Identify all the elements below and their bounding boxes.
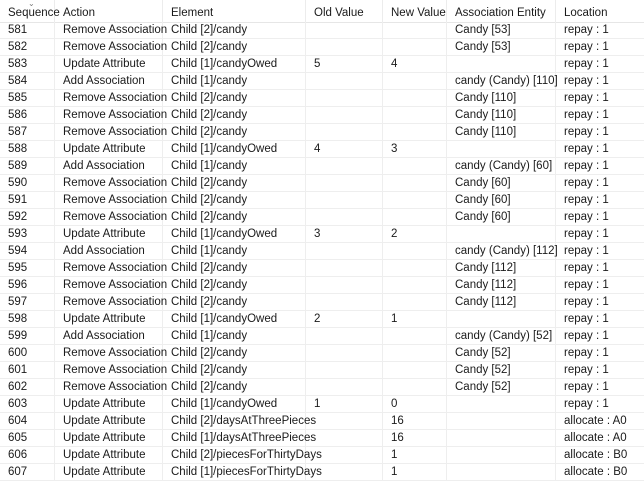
table-row[interactable] — [0, 39, 644, 56]
location-cell: repay : 1 — [564, 312, 609, 325]
column-header-action[interactable] — [55, 0, 163, 22]
association-entity-cell — [447, 430, 556, 447]
location-cell: repay : 1 — [564, 23, 609, 36]
element-cell: Child [1]/candyOwed — [163, 311, 306, 328]
new-value-cell — [383, 90, 447, 107]
location-cell: repay : 1 — [564, 193, 609, 206]
location-cell: repay : 1 — [564, 380, 609, 393]
element-cell: Child [2]/candy — [163, 260, 306, 277]
sequence-cell: 582 — [0, 39, 55, 56]
element-cell: Child [2]/candy — [163, 192, 306, 209]
action-cell: Add Association — [55, 328, 163, 345]
association-entity-cell: candy (Candy) [110] — [447, 73, 556, 90]
action-cell: Update Attribute — [55, 226, 163, 243]
location-cell: repay : 1 — [564, 329, 609, 342]
old-value-cell: 4 — [306, 141, 383, 158]
new-value-cell — [383, 328, 447, 345]
association-entity-cell: Candy [112] — [447, 294, 556, 311]
element-cell: Child [1]/piecesForThirtyDays — [163, 464, 306, 481]
sequence-cell: 595 — [0, 260, 55, 277]
new-value-cell: 0 — [383, 396, 447, 413]
old-value-cell — [306, 22, 383, 39]
association-entity-cell: Candy [110] — [447, 90, 556, 107]
action-cell: Update Attribute — [55, 56, 163, 73]
location-cell: repay : 1 — [564, 278, 609, 291]
action-cell: Remove Association — [55, 379, 163, 396]
sequence-cell: 585 — [0, 90, 55, 107]
location-cell: repay : 1 — [564, 74, 609, 87]
association-entity-cell: Candy [112] — [447, 260, 556, 277]
table-header — [0, 0, 644, 23]
old-value-cell — [306, 413, 383, 430]
new-value-cell — [383, 107, 447, 124]
location-cell: repay : 1 — [564, 261, 609, 274]
table-row[interactable] — [0, 90, 644, 107]
association-entity-cell: candy (Candy) [52] — [447, 328, 556, 345]
action-cell: Add Association — [55, 73, 163, 90]
location-cell: allocate : A0 — [564, 414, 627, 427]
new-value-cell — [383, 192, 447, 209]
new-value-cell — [383, 362, 447, 379]
action-cell: Update Attribute — [55, 464, 163, 481]
sequence-cell: 594 — [0, 243, 55, 260]
action-cell: Remove Association — [55, 260, 163, 277]
element-cell: Child [2]/candy — [163, 107, 306, 124]
old-value-cell — [306, 260, 383, 277]
sequence-cell: 600 — [0, 345, 55, 362]
table-row[interactable] — [0, 22, 644, 39]
new-value-cell — [383, 124, 447, 141]
location-cell: repay : 1 — [564, 227, 609, 240]
location-cell: repay : 1 — [564, 176, 609, 189]
table-row[interactable] — [0, 447, 644, 464]
table-row[interactable] — [0, 362, 644, 379]
sequence-cell: 597 — [0, 294, 55, 311]
sequence-cell: 602 — [0, 379, 55, 396]
table-row[interactable] — [0, 209, 644, 226]
column-header-new-value[interactable] — [383, 0, 447, 22]
column-header-sequence[interactable] — [0, 0, 60, 22]
action-cell: Remove Association — [55, 209, 163, 226]
old-value-cell — [306, 90, 383, 107]
sequence-cell: 592 — [0, 209, 55, 226]
old-value-cell — [306, 277, 383, 294]
element-cell: Child [2]/daysAtThreePieces — [163, 413, 306, 430]
sequence-cell: 604 — [0, 413, 55, 430]
sequence-cell: 601 — [0, 362, 55, 379]
location-cell: repay : 1 — [564, 125, 609, 138]
old-value-cell — [306, 345, 383, 362]
sequence-cell: 599 — [0, 328, 55, 345]
table-row[interactable] — [0, 124, 644, 141]
location-cell: repay : 1 — [564, 159, 609, 172]
element-cell: Child [1]/candy — [163, 243, 306, 260]
association-entity-cell: Candy [60] — [447, 209, 556, 226]
association-entity-cell — [447, 396, 556, 413]
association-entity-cell: Candy [110] — [447, 107, 556, 124]
association-entity-cell — [447, 311, 556, 328]
element-cell: Child [2]/candy — [163, 277, 306, 294]
old-value-cell — [306, 294, 383, 311]
sequence-cell: 607 — [0, 464, 55, 481]
association-entity-cell: Candy [110] — [447, 124, 556, 141]
new-value-cell: 1 — [383, 447, 447, 464]
new-value-cell: 1 — [383, 464, 447, 481]
column-header-label: Location — [564, 7, 608, 19]
old-value-cell — [306, 243, 383, 260]
action-cell: Remove Association — [55, 277, 163, 294]
table-row[interactable] — [0, 158, 644, 175]
association-entity-cell: Candy [53] — [447, 39, 556, 56]
new-value-cell: 2 — [383, 226, 447, 243]
location-cell: allocate : B0 — [564, 448, 628, 461]
location-cell: allocate : A0 — [564, 431, 627, 444]
table-row[interactable] — [0, 328, 644, 345]
action-cell: Update Attribute — [55, 311, 163, 328]
element-cell: Child [2]/piecesForThirtyDays — [163, 447, 306, 464]
sequence-cell: 586 — [0, 107, 55, 124]
new-value-cell: 1 — [383, 311, 447, 328]
old-value-cell — [306, 158, 383, 175]
table-row[interactable] — [0, 345, 644, 362]
table-row[interactable] — [0, 379, 644, 396]
table-row[interactable] — [0, 73, 644, 90]
action-cell: Update Attribute — [55, 396, 163, 413]
association-entity-cell — [447, 56, 556, 73]
table-row[interactable] — [0, 107, 644, 124]
location-cell: repay : 1 — [564, 91, 609, 104]
table-row[interactable] — [0, 141, 644, 158]
new-value-cell — [383, 22, 447, 39]
old-value-cell — [306, 107, 383, 124]
sequence-cell: 587 — [0, 124, 55, 141]
action-cell: Update Attribute — [55, 413, 163, 430]
association-entity-cell: Candy [52] — [447, 362, 556, 379]
table-row[interactable] — [0, 175, 644, 192]
association-entity-cell: candy (Candy) [60] — [447, 158, 556, 175]
sequence-cell: 593 — [0, 226, 55, 243]
association-entity-cell: Candy [60] — [447, 175, 556, 192]
element-cell: Child [1]/candy — [163, 328, 306, 345]
new-value-cell — [383, 158, 447, 175]
sequence-cell: 596 — [0, 277, 55, 294]
action-cell: Add Association — [55, 243, 163, 260]
table-row[interactable] — [0, 311, 644, 328]
column-header-location[interactable] — [556, 0, 644, 22]
table-row[interactable] — [0, 294, 644, 311]
sequence-cell: 589 — [0, 158, 55, 175]
new-value-cell: 4 — [383, 56, 447, 73]
old-value-cell — [306, 209, 383, 226]
action-cell: Remove Association — [55, 175, 163, 192]
element-cell: Child [1]/candyOwed — [163, 226, 306, 243]
location-cell: repay : 1 — [564, 40, 609, 53]
column-header-label: New Value — [391, 7, 446, 19]
column-header-association-entity[interactable] — [447, 0, 556, 22]
element-cell: Child [2]/candy — [163, 362, 306, 379]
new-value-cell — [383, 294, 447, 311]
element-cell: Child [1]/daysAtThreePieces — [163, 430, 306, 447]
action-cell: Remove Association — [55, 90, 163, 107]
association-entity-cell: Candy [53] — [447, 22, 556, 39]
association-entity-cell: Candy [112] — [447, 277, 556, 294]
old-value-cell — [306, 175, 383, 192]
old-value-cell: 5 — [306, 56, 383, 73]
association-entity-cell — [447, 226, 556, 243]
table-body — [0, 22, 644, 481]
column-header-label: Old Value — [314, 7, 364, 19]
old-value-cell: 3 — [306, 226, 383, 243]
table-row[interactable] — [0, 226, 644, 243]
element-cell: Child [1]/candyOwed — [163, 56, 306, 73]
element-cell: Child [2]/candy — [163, 379, 306, 396]
element-cell: Child [2]/candy — [163, 124, 306, 141]
new-value-cell — [383, 39, 447, 56]
location-cell: repay : 1 — [564, 295, 609, 308]
location-cell: repay : 1 — [564, 244, 609, 257]
action-cell: Update Attribute — [55, 430, 163, 447]
old-value-cell — [306, 379, 383, 396]
element-cell: Child [2]/candy — [163, 345, 306, 362]
new-value-cell: 16 — [383, 413, 447, 430]
action-cell: Update Attribute — [55, 141, 163, 158]
table-row[interactable] — [0, 277, 644, 294]
sequence-cell: 588 — [0, 141, 55, 158]
sequence-cell: 598 — [0, 311, 55, 328]
element-cell: Child [1]/candyOwed — [163, 396, 306, 413]
sequence-cell: 591 — [0, 192, 55, 209]
element-cell: Child [1]/candy — [163, 73, 306, 90]
association-entity-cell: Candy [60] — [447, 192, 556, 209]
sequence-cell: 581 — [0, 22, 55, 39]
column-header-label: Action — [63, 7, 95, 19]
table-row[interactable] — [0, 413, 644, 430]
table-row[interactable] — [0, 243, 644, 260]
new-value-cell — [383, 277, 447, 294]
new-value-cell — [383, 209, 447, 226]
action-cell: Remove Association — [55, 39, 163, 56]
association-entity-cell — [447, 447, 556, 464]
new-value-cell — [383, 243, 447, 260]
action-cell: Remove Association — [55, 22, 163, 39]
action-cell: Remove Association — [55, 362, 163, 379]
location-cell: allocate : B0 — [564, 465, 628, 478]
location-cell: repay : 1 — [564, 397, 609, 410]
association-entity-cell: Candy [52] — [447, 345, 556, 362]
new-value-cell: 3 — [383, 141, 447, 158]
action-cell: Add Association — [55, 158, 163, 175]
location-cell: repay : 1 — [564, 142, 609, 155]
element-cell: Child [2]/candy — [163, 209, 306, 226]
element-cell: Child [2]/candy — [163, 22, 306, 39]
action-cell: Remove Association — [55, 192, 163, 209]
table-row[interactable] — [0, 464, 644, 481]
new-value-cell: 16 — [383, 430, 447, 447]
column-header-old-value[interactable] — [306, 0, 383, 22]
new-value-cell — [383, 260, 447, 277]
element-cell: Child [2]/candy — [163, 294, 306, 311]
old-value-cell — [306, 447, 383, 464]
old-value-cell — [306, 430, 383, 447]
action-cell: Remove Association — [55, 294, 163, 311]
sequence-cell: 605 — [0, 430, 55, 447]
new-value-cell — [383, 73, 447, 90]
element-cell: Child [2]/candy — [163, 175, 306, 192]
table-row[interactable] — [0, 396, 644, 413]
element-cell: Child [2]/candy — [163, 39, 306, 56]
old-value-cell — [306, 328, 383, 345]
action-cell: Remove Association — [55, 107, 163, 124]
old-value-cell: 2 — [306, 311, 383, 328]
location-cell: repay : 1 — [564, 363, 609, 376]
element-cell: Child [1]/candy — [163, 158, 306, 175]
sequence-cell: 590 — [0, 175, 55, 192]
sequence-cell: 603 — [0, 396, 55, 413]
old-value-cell — [306, 192, 383, 209]
element-cell: Child [2]/candy — [163, 90, 306, 107]
column-header-element[interactable] — [163, 0, 306, 22]
sequence-cell: 584 — [0, 73, 55, 90]
old-value-cell — [306, 124, 383, 141]
association-entity-cell: candy (Candy) [112] — [447, 243, 556, 260]
table-row[interactable] — [0, 192, 644, 209]
element-cell: Child [1]/candyOwed — [163, 141, 306, 158]
association-entity-cell: Candy [52] — [447, 379, 556, 396]
table-row[interactable] — [0, 430, 644, 447]
new-value-cell — [383, 345, 447, 362]
location-cell: repay : 1 — [564, 57, 609, 70]
sequence-cell: 606 — [0, 447, 55, 464]
old-value-cell — [306, 73, 383, 90]
action-cell: Remove Association — [55, 124, 163, 141]
table-row[interactable] — [0, 260, 644, 277]
old-value-cell — [306, 39, 383, 56]
location-cell: repay : 1 — [564, 346, 609, 359]
action-cell: Update Attribute — [55, 447, 163, 464]
sort-chevron-icon[interactable]: ⌄ — [28, 0, 35, 8]
association-entity-cell — [447, 413, 556, 430]
location-cell: repay : 1 — [564, 210, 609, 223]
old-value-cell — [306, 464, 383, 481]
action-cell: Remove Association — [55, 345, 163, 362]
association-entity-cell — [447, 141, 556, 158]
old-value-cell: 1 — [306, 396, 383, 413]
new-value-cell — [383, 379, 447, 396]
table-row[interactable] — [0, 56, 644, 73]
old-value-cell — [306, 362, 383, 379]
new-value-cell — [383, 175, 447, 192]
column-header-label: Association Entity — [455, 7, 546, 19]
location-cell: repay : 1 — [564, 108, 609, 121]
column-header-label: Sequence — [8, 7, 60, 19]
sequence-cell: 583 — [0, 56, 55, 73]
association-entity-cell — [447, 464, 556, 481]
column-header-label: Element — [171, 7, 214, 19]
